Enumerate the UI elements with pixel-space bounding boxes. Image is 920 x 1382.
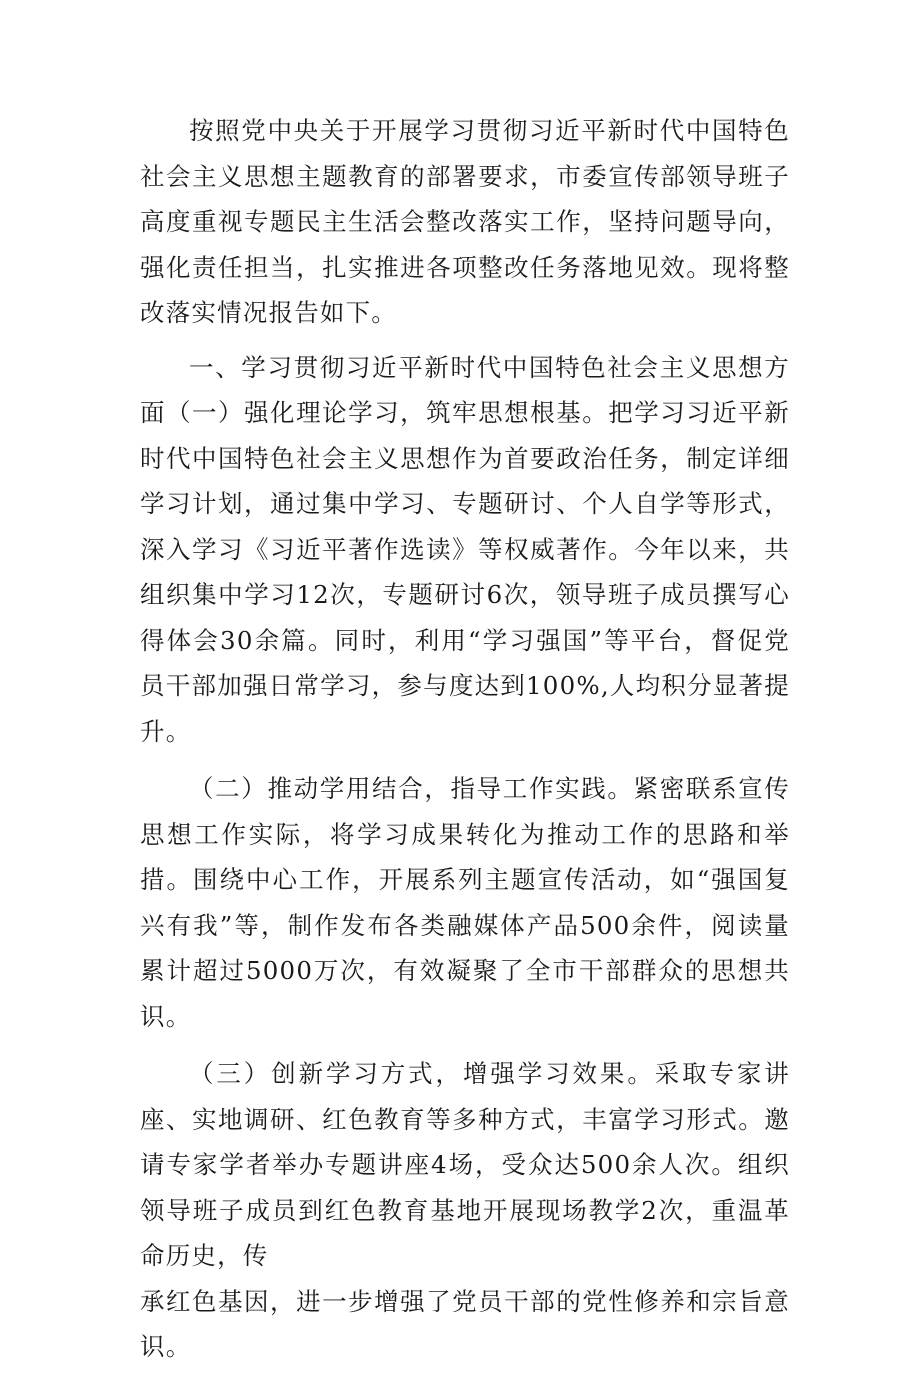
paragraph-item-two: （二）推动学用结合，指导工作实践。紧密联系宣传思想工作实际，将学习成果转化为推动工作的思路和举措。围绕中心工作，开展系列主题宣传活动，如“强国复兴有我”等，制作发布各类融媒体产品500余件，阅读量累计超过5000万次，有效凝聚了全市干部群众的思想共识。 xyxy=(140,774,790,1031)
paragraph-item-three: （三）创新学习方式，增强学习效果。采取专家讲座、实地调研、红色教育等多种方式，丰富学习形式。邀请专家学者举办专题讲座4场，受众达500余人次。组织领导班子成员到红色教育基地开展现场教学2次，重温革命历史，传 xyxy=(140,1059,790,1270)
paragraph-section-one: 一、学习贯彻习近平新时代中国特色社会主义思想方面（一）强化理论学习，筑牢思想根基。把学习习近平新时代中国特色社会主义思想作为首要政治任务，制定详细学习计划，通过集中学习、专题研讨、个人自学等形式，深入学习《习近平著作选读》等权威著作。今年以来，共组织集中学习12次，专题研讨6次，领导班子成员撰写心得体会30余篇。同时，利用“学习强国”等平台，督促党员干部加强日常学习，参与度达到100%,人均积分显著提升。 xyxy=(140,352,790,746)
paragraph-intro: 按照党中央关于开展学习贯彻习近平新时代中国特色社会主义思想主题教育的部署要求，市委宣传部领导班子高度重视专题民主生活会整改落实工作，坚持问题导向，强化责任担当，扎实推进各项整改任务落地见效。现将整改落实情况报告如下。 xyxy=(140,116,790,327)
document-body xyxy=(140,108,790,1382)
paragraph-item-three-continued: 承红色基因，进一步增强了党员干部的党性修养和宗旨意识。 xyxy=(140,1286,790,1361)
